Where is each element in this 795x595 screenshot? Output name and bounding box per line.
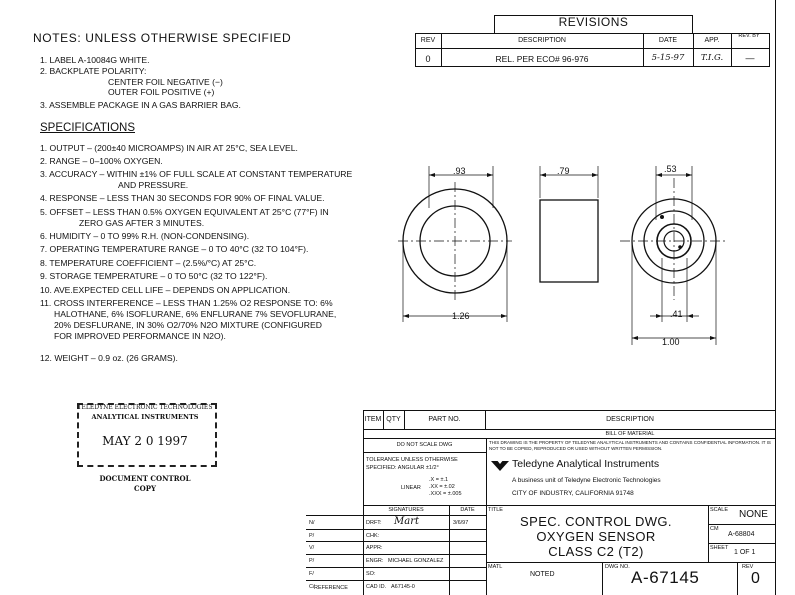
rev-header-rev: REV xyxy=(420,37,436,44)
spec-11d: FOR IMPROVED PERFORMANCE IN N2O). xyxy=(54,331,226,341)
note-2a: CENTER FOIL NEGATIVE (−) xyxy=(108,77,223,87)
note-3: 3. ASSEMBLE PACKAGE IN A GAS BARRIER BAG. xyxy=(40,100,241,110)
side-view-rect xyxy=(540,200,598,282)
teledyne-logo-icon xyxy=(490,458,510,472)
revisions-title: REVISIONS xyxy=(558,15,629,29)
note-2b: OUTER FOIL POSITIVE (+) xyxy=(108,87,215,97)
rev-header-description: DESCRIPTION xyxy=(518,37,566,44)
tolerance-xxx: .XXX = ±.005 xyxy=(429,491,462,497)
scale-label: SCALE xyxy=(710,507,729,513)
rev-row-description: REL. PER ECO# 96-976 xyxy=(495,54,589,64)
do-not-scale: DO NOT SCALE DWG xyxy=(396,442,453,448)
tolerance-line2: SPECIFIED: ANGULAR ±1/2° xyxy=(366,465,439,471)
rev-row-rev: 0 xyxy=(425,54,431,64)
engr-name: MICHAEL GONZALEZ xyxy=(388,558,444,564)
company-name: Teledyne Analytical Instruments xyxy=(512,458,660,470)
code-p2: P/ xyxy=(309,558,315,564)
rev-row-revby: — xyxy=(745,53,755,63)
code-v: V/ xyxy=(309,545,315,551)
engr-label: ENGR: xyxy=(366,558,384,564)
stamp-date: MAY 2 0 1997 xyxy=(102,434,188,448)
chk-label: CHK: xyxy=(366,533,380,539)
spec-11b: HALOTHANE, 6% ISOFLURANE, 6% ENFLURANE 7% SEVOFLURANE, xyxy=(54,309,337,319)
bom-item-header: ITEM xyxy=(364,416,382,423)
code-p1: P/ xyxy=(309,533,315,539)
spec-11: 11. CROSS INTERFERENCE – LESS THAN 1.25% O2 RESPONSE TO: 6% xyxy=(40,298,333,308)
document-control-stamp xyxy=(74,401,216,499)
spec-11c: 20% DESFLURANE, IN 30% O2/70% N2O MIXTURE (CONFIGURED xyxy=(54,320,322,330)
cad-label: CAD ID. xyxy=(366,584,387,590)
dim-053: .53 xyxy=(664,164,677,174)
signatures-header: SIGNATURES xyxy=(388,507,424,513)
rev-header-revby: REV. BY xyxy=(738,33,760,39)
cm-label: CM xyxy=(710,526,719,532)
proprietary-notice: THIS DRAWING IS THE PROPERTY OF TELEDYNE ANALYTICAL INSTRUMENTS AND CONTAINS CONFIDENTIAL INFORMATION. IT IS NOT TO BE COPIED, REPRODUCED OR USED WITHOUT WRITTEN PERMISSION. xyxy=(489,440,771,451)
spec-6: 6. HUMIDITY – 0 TO 99% R.H. (NON-CONDENSING). xyxy=(40,231,250,241)
rev-col-5 xyxy=(769,33,770,66)
sheet-value: 1 OF 1 xyxy=(734,549,756,556)
bill-of-material: BILL OF MATERIAL xyxy=(605,431,655,437)
drft-signature: Mart xyxy=(394,516,419,527)
rev-row-app: T.I.G. xyxy=(700,53,724,63)
spec-8: 8. TEMPERATURE COEFFICIENT – (2.5%/°C) AT 25°C. xyxy=(40,258,257,268)
code-f: F/ xyxy=(309,571,314,577)
spec-3: 3. ACCURACY – WITHIN ±1% OF FULL SCALE AT CONSTANT TEMPERATURE xyxy=(40,169,353,179)
stamp-line3: DOCUMENT CONTROL xyxy=(99,474,191,483)
spec-1: 1. OUTPUT – (200±40 MICROAMPS) IN AIR AT 25°C, SEA LEVEL. xyxy=(40,143,298,153)
revisions-top-line xyxy=(415,33,770,34)
company-city: CITY OF INDUSTRY, CALIFORNIA 91748 xyxy=(512,490,634,497)
dim-126: 1.26 xyxy=(452,311,470,321)
specifications-title: SPECIFICATIONS xyxy=(40,122,135,134)
spec-5: 5. OFFSET – LESS THAN 0.5% OXYGEN EQUIVALENT AT 25°C (77°F) IN xyxy=(40,207,329,217)
title-block xyxy=(306,410,775,595)
dwg-no-value: A-67145 xyxy=(631,568,700,587)
tolerance-line1: TOLERANCE UNLESS OTHERWISE xyxy=(366,457,458,463)
rev-row-date: 5-15-97 xyxy=(651,53,685,63)
company-subtitle: A business unit of Teledyne Electronic Technologies xyxy=(512,477,661,484)
matl-label: MATL xyxy=(488,564,503,570)
matl-value: NOTED xyxy=(530,571,555,578)
tolerance-linear: LINEAR xyxy=(401,485,421,491)
note-1: 1. LABEL A-10084G WHITE. xyxy=(40,55,150,65)
spec-3b: AND PRESSURE. xyxy=(118,180,189,190)
note-2: 2. BACKPLATE POLARITY: xyxy=(40,66,147,76)
tolerance-x: .X = ±.1 xyxy=(429,477,449,483)
stamp-line2: ANALYTICAL INSTRUMENTS xyxy=(91,413,199,421)
spec-12: 12. WEIGHT – 0.9 oz. (26 GRAMS). xyxy=(40,353,178,363)
dwg-no-label: DWG NO. xyxy=(605,564,630,570)
reference-label: REFERENCE xyxy=(314,585,348,591)
rev-label: REV xyxy=(742,564,754,570)
code-c: C/ xyxy=(309,584,315,590)
page-border-right xyxy=(775,0,776,595)
bom-qty-header: QTY xyxy=(386,416,401,423)
stamp-line1: TELEDYNE ELECTRONIC TECHNOLOGIES xyxy=(77,404,213,411)
bom-part-header: PART NO. xyxy=(428,416,461,423)
title-line1: SPEC. CONTROL DWG. xyxy=(520,514,672,529)
code-n: N/ xyxy=(309,520,315,526)
scale-value: NONE xyxy=(739,509,768,520)
spec-10: 10. AVE.EXPECTED CELL LIFE – DEPENDS ON APPLICATION. xyxy=(40,285,291,295)
appr-label: APPR: xyxy=(366,545,383,551)
drft-date: 3/6/97 xyxy=(453,520,469,526)
revisions-head-line xyxy=(415,48,770,49)
revisions-bottom-line xyxy=(415,66,770,67)
spec-9: 9. STORAGE TEMPERATURE – 0 TO 50°C (32 TO 122°F). xyxy=(40,271,268,281)
spec-7: 7. OPERATING TEMPERATURE RANGE – 0 TO 40°C (32 TO 104°F). xyxy=(40,244,309,254)
so-label: SO: xyxy=(366,571,376,577)
spec-2: 2. RANGE – 0–100% OXYGEN. xyxy=(40,156,163,166)
dim-100: 1.00 xyxy=(662,337,680,347)
spec-5b: ZERO GAS AFTER 3 MINUTES. xyxy=(79,218,205,228)
bom-desc-header: DESCRIPTION xyxy=(606,416,654,423)
sensor-drawing xyxy=(380,150,775,360)
rev-header-date: DATE xyxy=(658,37,678,44)
cad-id: A67145-0 xyxy=(391,584,415,590)
rev-header-app: APP. xyxy=(704,37,720,44)
rev-value: 0 xyxy=(751,570,760,587)
stamp-line4: COPY xyxy=(134,484,156,493)
notes-title: NOTES: UNLESS OTHERWISE SPECIFIED xyxy=(33,31,292,45)
title-label: TITLE xyxy=(488,507,503,513)
dim-079: .79 xyxy=(557,166,570,176)
drft-label: DRFT: xyxy=(366,520,382,526)
spec-4: 4. RESPONSE – LESS THAN 30 SECONDS FOR 90% OF FINAL VALUE. xyxy=(40,193,325,203)
tolerance-xx: .XX = ±.02 xyxy=(429,484,455,490)
sheet-label: SHEET xyxy=(710,545,729,551)
cm-value: A-68804 xyxy=(728,531,755,538)
sig-date-header: DATE xyxy=(460,507,475,513)
title-line2: OXYGEN SENSOR xyxy=(536,529,656,544)
dim-093: .93 xyxy=(453,166,466,176)
dim-041: .41 xyxy=(670,309,683,319)
title-line3: CLASS C2 (T2) xyxy=(548,544,644,559)
